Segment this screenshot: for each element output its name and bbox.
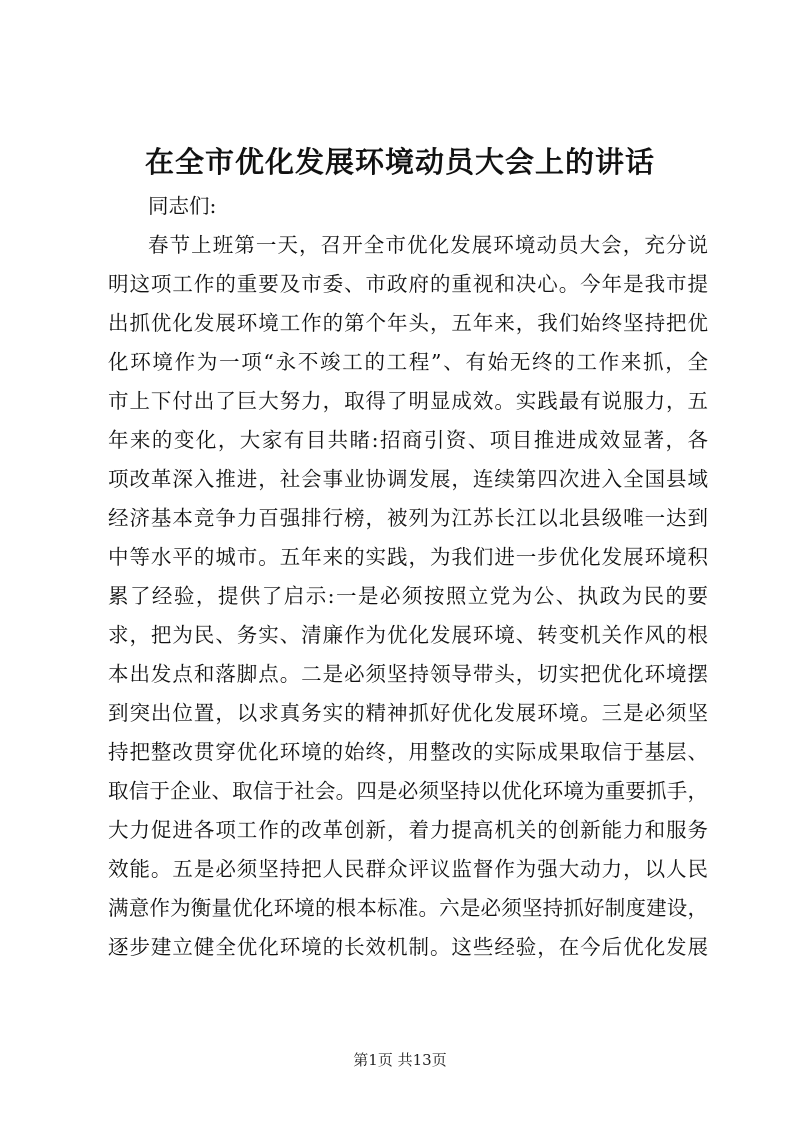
paragraph-line: 项改革深入推进，社会事业协调发展，连续第四次进入全国县域	[108, 467, 708, 491]
paragraph-line: 持把整改贯穿优化环境的始终，用整改的实际成果取信于基层、	[108, 740, 708, 764]
paragraph-line: 春节上班第一天，召开全市优化发展环境动员大会，充分说	[148, 233, 708, 257]
document-body	[108, 187, 708, 967]
paragraph-line: 出抓优化发展环境工作的第个年头，五年来，我们始终坚持把优	[108, 311, 708, 335]
document-title: 在全市优化发展环境动员大会上的讲话	[144, 145, 655, 179]
paragraph-line: 逐步建立健全优化环境的长效机制。这些经验，在今后优化发展	[108, 935, 708, 959]
paragraph-line: 市上下付出了巨大努力，取得了明显成效。实践最有说服力，五	[108, 389, 708, 413]
paragraph-line: 取信于企业、取信于社会。四是必须坚持以优化环境为重要抓手，	[108, 779, 708, 803]
paragraph-line: 本出发点和落脚点。二是必须坚持领导带头，切实把优化环境摆	[108, 662, 708, 686]
paragraph-line: 年来的变化，大家有目共睹:招商引资、项目推进成效显著，各	[108, 428, 708, 452]
paragraph-line: 大力促进各项工作的改革创新，着力提高机关的创新能力和服务	[108, 818, 708, 842]
paragraph-line: 效能。五是必须坚持把人民群众评议监督作为强大动力，以人民	[108, 857, 708, 881]
paragraph-line: 明这项工作的重要及市委、市政府的重视和决心。今年是我市提	[108, 272, 708, 296]
paragraph-line: 累了经验，提供了启示:一是必须按照立党为公、执政为民的要	[108, 584, 708, 608]
paragraph-line: 化环境作为一项“永不竣工的工程”、有始无终的工作来抓，全	[108, 350, 708, 374]
salutation: 同志们:	[148, 194, 217, 218]
paragraph-line: 中等水平的城市。五年来的实践，为我们进一步优化发展环境积	[108, 545, 708, 569]
page-number-footer: 第1页 共13页	[353, 1051, 447, 1069]
paragraph-line: 到突出位置，以求真务实的精神抓好优化发展环境。三是必须坚	[108, 701, 708, 725]
paragraph-line: 求，把为民、务实、清廉作为优化发展环境、转变机关作风的根	[108, 623, 708, 647]
paragraph-line: 经济基本竞争力百强排行榜，被列为江苏长江以北县级唯一达到	[108, 506, 708, 530]
paragraph-line: 满意作为衡量优化环境的根本标准。六是必须坚持抓好制度建设，	[108, 896, 708, 920]
